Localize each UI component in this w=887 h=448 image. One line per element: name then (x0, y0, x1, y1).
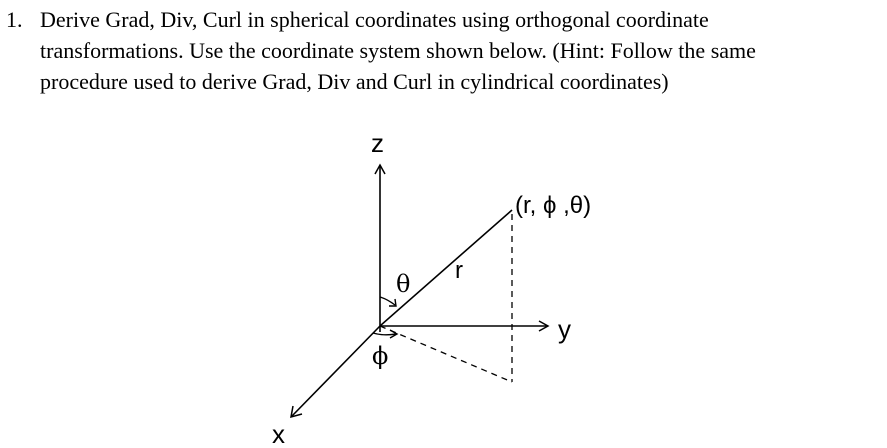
point-label: (r, ϕ ,θ) (515, 192, 592, 219)
y-axis-label: y (558, 314, 571, 344)
phi-label: ϕ (372, 342, 389, 370)
phi-arc (373, 333, 396, 335)
z-axis-label: z (371, 128, 384, 158)
theta-arc (380, 297, 395, 305)
problem-line-2: transformations. Use the coordinate system shown below. (Hint: Follow the same (40, 38, 756, 63)
x-axis-label: x (272, 419, 285, 448)
r-vector (380, 210, 512, 326)
theta-label: θ (396, 270, 411, 298)
r-label: r (455, 257, 463, 284)
x-axis (292, 326, 380, 416)
point-projection-horizontal (380, 326, 512, 382)
problem-line-1: Derive Grad, Div, Curl in spherical coordinates using orthogonal coordinate (40, 7, 709, 32)
problem-line-3: procedure used to derive Grad, Div and Curl in cylindrical coordinates) (40, 69, 669, 94)
problem-number: 1. (6, 7, 23, 32)
